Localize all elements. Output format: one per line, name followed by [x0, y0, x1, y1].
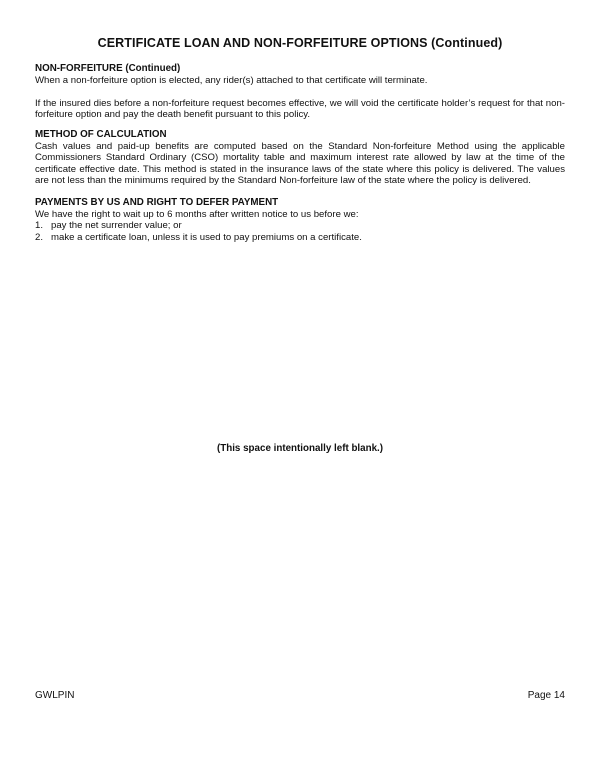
numbered-list — [35, 220, 565, 243]
list-item-number: 2. — [35, 231, 44, 243]
page-title: CERTIFICATE LOAN AND NON-FORFEITURE OPTIONS (Continued) — [97, 36, 503, 50]
section-non-forfeiture — [35, 63, 565, 121]
section-method-of-calculation — [35, 129, 565, 187]
section-heading: PAYMENTS BY US AND RIGHT TO DEFER PAYMENT — [35, 197, 279, 208]
footer-form-code: GWLPIN — [35, 690, 75, 701]
list-item — [35, 232, 565, 244]
blank-space-notice: (This space intentionally left blank.) — [216, 443, 384, 454]
list-item-text: make a certificate loan, unless it is used to pay premiums on a certificate. — [51, 231, 362, 243]
document-page — [35, 0, 565, 776]
paragraph: Cash values and paid-up benefits are computed based on the Standard Non-forfeiture Method using the applicable Commissioners Standard Ordinary (CSO) mortality table and maximum interest rate allowed by law at the time of the certificate effective date. This method is stated in the insurance laws of the state where this policy is delivered. The values are not less than the minimums required by the Standard Non-forfeiture law of the state where the policy is delivered. — [35, 140, 565, 187]
footer-page-number: Page 14 — [527, 690, 565, 701]
paragraph: We have the right to wait up to 6 months after written notice to us before we: — [35, 208, 359, 220]
paragraph: If the insured dies before a non-forfeiture request becomes effective, we will void the certificate holder’s request for that non-forfeiture option and pay the death benefit pursuant to this policy. — [35, 97, 565, 121]
section-payments-defer — [35, 197, 565, 243]
section-heading: NON-FORFEITURE (Continued) — [35, 63, 181, 74]
list-item — [35, 220, 565, 232]
section-heading: METHOD OF CALCULATION — [35, 129, 167, 140]
list-item-number: 1. — [35, 220, 44, 232]
list-item-text: pay the net surrender value; or — [51, 220, 182, 232]
paragraph: When a non-forfeiture option is elected, any rider(s) attached to that certificate will terminate. — [35, 74, 428, 86]
